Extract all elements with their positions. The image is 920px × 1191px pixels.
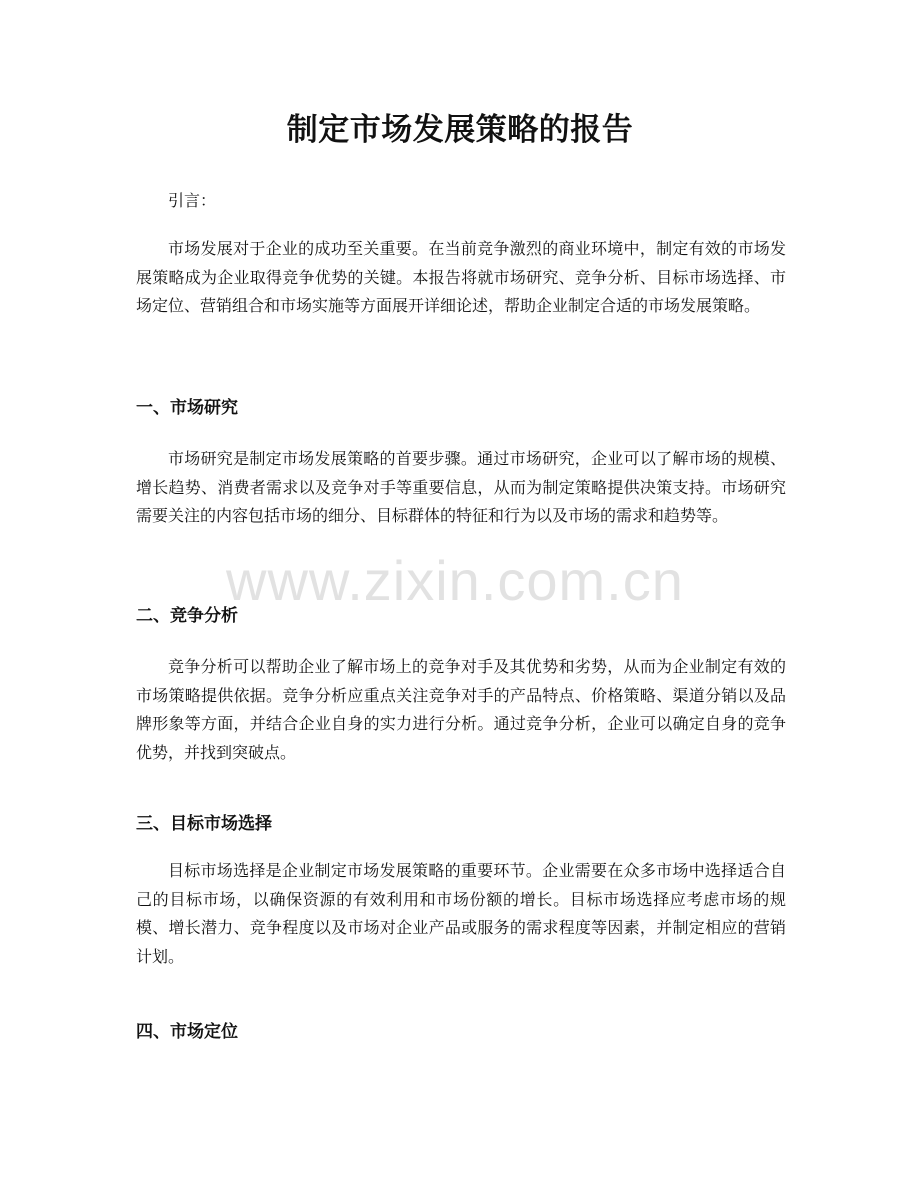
section-heading-1: 一、市场研究	[136, 398, 238, 418]
section-heading-4: 四、市场定位	[136, 1022, 238, 1042]
document-title: 制定市场发展策略的报告	[286, 112, 634, 148]
section-body-3: 目标市场选择是企业制定市场发展策略的重要环节。企业需要在众多市场中选择适合自己的目标市场，以确保资源的有效利用和市场份额的增长。目标市场选择应考虑市场的规模、增长潜力、竞争程度以及市场对企业产品或服务的需求程度等因素，并制定相应的营销计划。	[136, 861, 786, 966]
section-heading-2: 二、竞争分析	[136, 606, 238, 626]
section-heading-3: 三、目标市场选择	[136, 814, 272, 834]
watermark: www.zixin.com.cn	[226, 549, 684, 612]
section-body-1: 市场研究是制定市场发展策略的首要步骤。通过市场研究，企业可以了解市场的规模、增长趋势、消费者需求以及竞争对手等重要信息，从而为制定策略提供决策支持。市场研究需要关注的内容包括市场的细分、目标群体的特征和行为以及市场的需求和趋势等。	[136, 449, 786, 525]
intro-label: 引言：	[168, 191, 217, 210]
section-body-2: 竞争分析可以帮助企业了解市场上的竞争对手及其优势和劣势，从而为企业制定有效的市场策略提供依据。竞争分析应重点关注竞争对手的产品特点、价格策略、渠道分销以及品牌形象等方面，并结合企业自身的实力进行分析。通过竞争分析，企业可以确定自身的竞争优势，并找到突破点。	[136, 657, 786, 762]
intro-paragraph: 市场发展对于企业的成功至关重要。在当前竞争激烈的商业环境中，制定有效的市场发展策略成为企业取得竞争优势的关键。本报告将就市场研究、竞争分析、目标市场选择、市场定位、营销组合和市场实施等方面展开详细论述，帮助企业制定合适的市场发展策略。	[136, 239, 786, 315]
